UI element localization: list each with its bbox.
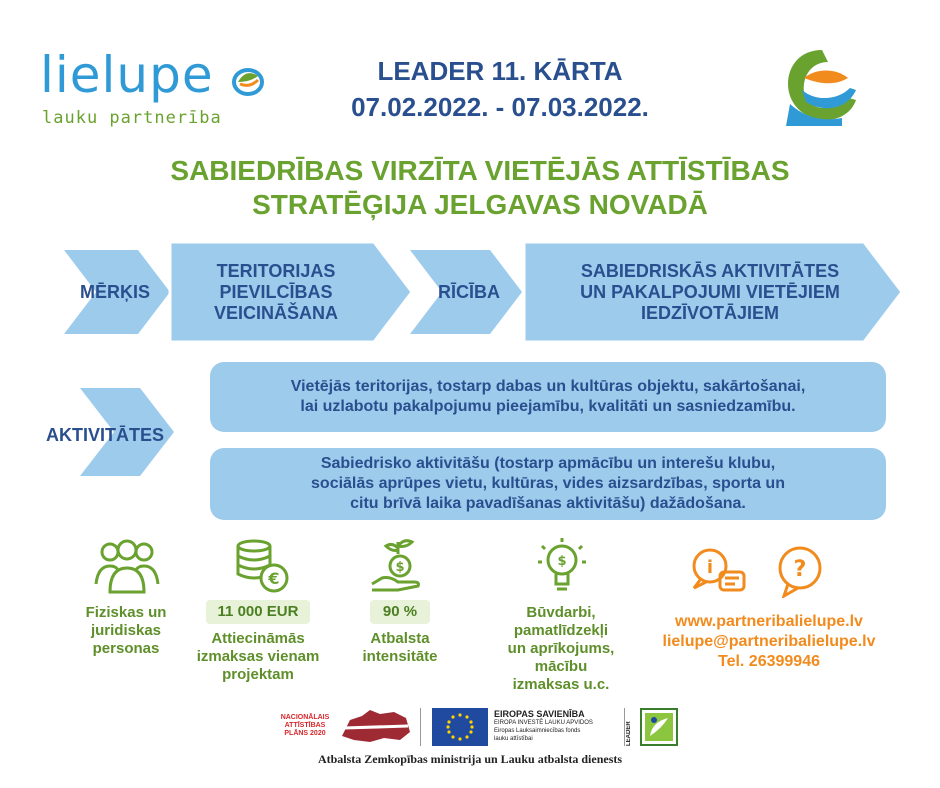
costs-line: Būvdarbi,: [526, 604, 596, 621]
goal-value-line: VEICINĀŠANA: [213, 302, 338, 323]
intensity-badge: 90 %: [370, 600, 430, 624]
action-value: [540, 252, 880, 332]
website-link[interactable]: www.partneribalielupe.lv: [675, 613, 863, 630]
applicants-line: Fiziskas un: [85, 604, 167, 621]
intensity-line: intensitāte: [362, 648, 438, 665]
money-plant-hand-icon: [368, 538, 424, 594]
activity-item: [210, 448, 886, 520]
email-link[interactable]: lielupe@partneribalielupe.lv: [662, 633, 876, 650]
activity-line: Sabiedrisko aktivitāšu (tostarp apmācību un interešu klubu,: [320, 455, 776, 472]
people-icon: [92, 538, 162, 594]
leader-vertical-text: LEADER: [626, 721, 632, 746]
phone-number: Tel. 26399946: [717, 653, 820, 670]
amount-line: Attiecināmās: [211, 630, 305, 647]
applicants-line: juridiskas: [90, 622, 162, 639]
lielupe-logo: lielupe: [40, 46, 214, 104]
amount-badge: 11 000 EUR: [206, 600, 310, 624]
eu-line: Eiropas Lauksaimniecības fonds: [494, 728, 581, 734]
contact-block: [634, 612, 904, 672]
intensity-text: [350, 630, 450, 666]
activity-line: lai uzlabotu pakalpojumu pieejamību, kvalitāti un sasniedzamību.: [300, 398, 796, 415]
idea-bulb-icon: [536, 536, 588, 598]
leader-logo-icon: [640, 708, 678, 746]
svg-text:?: ?: [793, 557, 807, 582]
applicants-line: personas: [92, 640, 160, 657]
nap-line: PLĀNS 2020: [284, 730, 326, 737]
costs-line: pamatlīdzekļi: [513, 622, 609, 639]
svg-text:i: i: [706, 557, 714, 578]
activity-line: citu brīvā laika pavadīšanas aktivitāšu) dažādošana.: [350, 495, 746, 512]
info-chat-icon: [690, 546, 746, 598]
strategy-title-line-1: SABIEDRĪBAS VIRZĪTA VIETĒJĀS ATTĪSTĪBAS: [170, 155, 790, 186]
support-statement: Atbalsta Zemkopības ministrija un Lauku atbalsta dienests: [317, 752, 623, 766]
activity-line: sociālās aprūpes vietu, kultūras, vides aizsardzības, sporta un: [311, 475, 785, 492]
action-value-line: UN PAKALPOJUMI VIETĒJIEM: [580, 281, 840, 302]
amount-text: [186, 630, 330, 684]
nap-line: NACIONĀLAIS: [280, 714, 330, 721]
nap-line: ATTĪSTĪBAS: [284, 722, 326, 729]
svg-text:$: $: [395, 560, 405, 575]
round-dates: 07.02.2022. - 07.03.2022.: [351, 92, 649, 122]
eu-text: [494, 709, 624, 743]
activity-line: Vietējās teritorijas, tostarp dabas un kultūras objektu, sakārtošanai,: [290, 378, 806, 395]
lielupe-tagline: lauku partnerība: [42, 108, 222, 128]
action-value-line: SABIEDRISKĀS AKTIVITĀTES: [580, 260, 840, 281]
partnership-emblem-icon: [782, 44, 862, 126]
activity-item: [210, 362, 886, 432]
costs-line: izmaksas u.c.: [512, 676, 610, 693]
goal-value: [176, 252, 376, 332]
strategy-title: [60, 154, 900, 222]
intensity-line: Atbalsta: [370, 630, 430, 647]
goal-value-line: TERITORIJAS: [216, 260, 336, 281]
eu-title: EIROPAS SAVIENĪBA: [494, 709, 585, 719]
amount-line: projektam: [222, 666, 294, 683]
eu-line: lauku attīstībai: [494, 736, 533, 742]
applicants-text: [66, 604, 186, 658]
eu-flag-icon: [432, 708, 488, 746]
amount-line: izmaksas vienam: [196, 648, 320, 665]
goal-value-line: PIEVILCĪBAS: [219, 281, 333, 302]
footer-divider: [624, 708, 625, 746]
coins-euro-icon: [232, 538, 292, 594]
costs-text: [496, 604, 626, 694]
footer-divider: [420, 708, 421, 746]
costs-line: un aprīkojums,: [507, 640, 615, 657]
svg-text:$: $: [557, 554, 567, 569]
question-chat-icon: [776, 546, 824, 598]
goal-label: MĒRĶIS: [79, 281, 150, 302]
costs-line: mācību: [534, 658, 588, 675]
strategy-title-line-2: STRATĒĢIJA JELGAVAS NOVADĀ: [252, 189, 708, 220]
activities-label: AKTIVITĀTES: [45, 424, 164, 445]
nap-logo-text: [272, 714, 338, 738]
lielupe-leaf-icon: [228, 60, 268, 100]
round-title: LEADER 11. KĀRTA: [377, 56, 623, 86]
action-value-line: IEDZĪVOTĀJIEM: [640, 302, 779, 323]
action-label: RĪCĪBA: [438, 281, 500, 302]
latvia-map-icon: [340, 708, 412, 744]
svg-text:€: €: [268, 569, 280, 588]
eu-line: EIROPA INVESTĒ LAUKU APVIDOS: [494, 720, 593, 726]
